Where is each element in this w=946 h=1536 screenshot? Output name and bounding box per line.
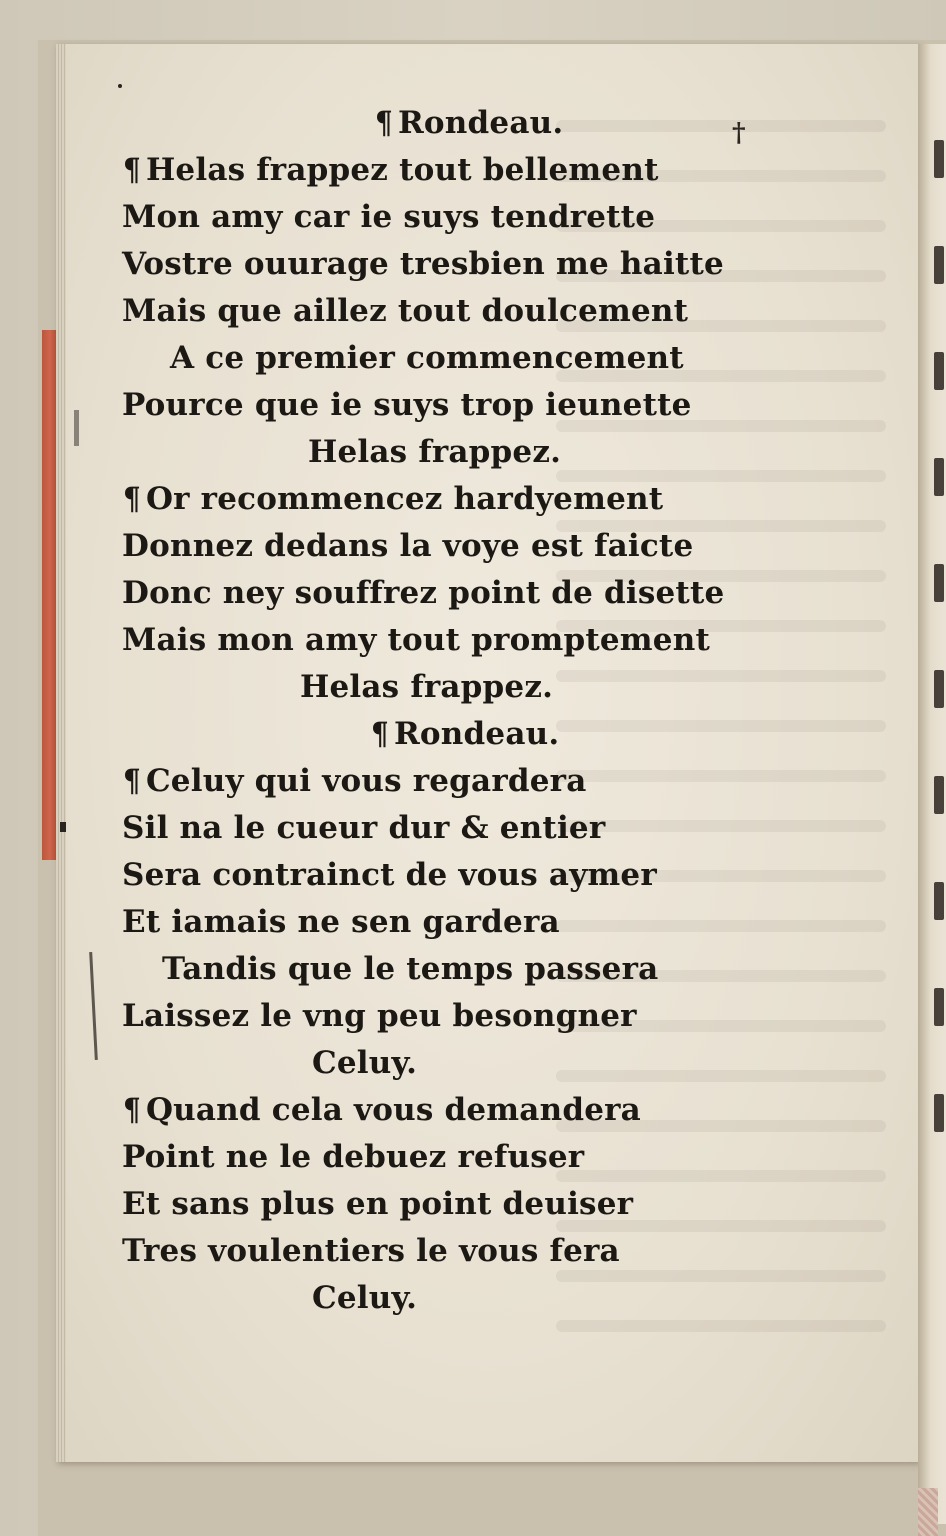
poem-line-text: Mon amy car ie suys tendrette xyxy=(122,199,656,235)
poem-line xyxy=(122,288,762,335)
pilcrow-icon: ¶ xyxy=(122,763,141,799)
poem-line xyxy=(122,382,762,429)
poem-line xyxy=(122,993,762,1040)
poem-line xyxy=(122,194,762,241)
poem-line xyxy=(122,805,762,852)
poem-line-text: Helas frappez tout bellement xyxy=(145,152,659,188)
poem-line-text: Helas frappez. xyxy=(308,434,562,470)
poem-line-text: Quand cela vous demandera xyxy=(145,1092,641,1128)
poem-line xyxy=(122,617,762,664)
poem-line-text: Point ne le debuez refuser xyxy=(122,1139,585,1175)
dagger-mark: † xyxy=(732,118,746,148)
poem-text-block xyxy=(122,100,762,1322)
poem-line-text: Helas frappez. xyxy=(300,669,554,705)
poem-line xyxy=(122,570,762,617)
poem-line-text: Mais que aillez tout doulcement xyxy=(122,293,689,329)
poem-line-text: Or recommencez hardyement xyxy=(145,481,664,517)
poem-line xyxy=(122,1228,762,1275)
poem-refrain xyxy=(122,664,762,711)
poem-line-text: Vostre ouurage tresbien me haitte xyxy=(122,246,724,282)
poem-line-text: Pource que ie suys trop ieunette xyxy=(122,387,692,423)
pilcrow-icon: ¶ xyxy=(122,481,141,517)
poem-line-text: A ce premier commencement xyxy=(170,340,684,376)
poem-refrain xyxy=(122,1275,762,1322)
poem-line xyxy=(122,946,762,993)
poem-line xyxy=(122,335,762,382)
poem-line xyxy=(122,241,762,288)
poem-line xyxy=(122,147,762,194)
poem-line-text: Et sans plus en point deuiser xyxy=(122,1186,634,1222)
poem-heading xyxy=(122,100,762,147)
poem-line-text: Celuy. xyxy=(312,1280,418,1316)
poem-line xyxy=(122,758,762,805)
poem-line xyxy=(122,1181,762,1228)
pilcrow-icon: ¶ xyxy=(122,1092,141,1128)
facing-page-text-edge xyxy=(934,140,946,1140)
poem-refrain xyxy=(122,429,762,476)
poem-line-text: Laissez le vng peu besongner xyxy=(122,998,637,1034)
poem-line-text: Et iamais ne sen gardera xyxy=(122,904,560,940)
poem-line-text: Celuy. xyxy=(312,1045,418,1081)
poem-line-text: Donc ney souffrez point de disette xyxy=(122,575,725,611)
poem-line-text: Mais mon amy tout promptement xyxy=(122,622,710,658)
poem-line-text: Sera contrainct de vous aymer xyxy=(122,857,657,893)
poem-line xyxy=(122,899,762,946)
ink-dot xyxy=(118,84,122,88)
pilcrow-icon: ¶ xyxy=(374,105,393,141)
poem-line-text: Sil na le cueur dur & entier xyxy=(122,810,606,846)
poem-heading xyxy=(122,711,762,758)
poem-line-text: Rondeau. xyxy=(393,716,560,752)
page-stack-edge xyxy=(56,44,66,1462)
poem-line xyxy=(122,1134,762,1181)
poem-line xyxy=(122,476,762,523)
binding-tab xyxy=(918,1488,938,1536)
poem-line-text: Rondeau. xyxy=(397,105,564,141)
pilcrow-icon: ¶ xyxy=(122,152,141,188)
margin-tick xyxy=(60,822,66,832)
poem-line xyxy=(122,1087,762,1134)
pilcrow-icon: ¶ xyxy=(370,716,389,752)
poem-line xyxy=(122,852,762,899)
poem-line-text: Donnez dedans la voye est faicte xyxy=(122,528,694,564)
poem-line-text: Tandis que le temps passera xyxy=(162,951,659,987)
margin-smudge xyxy=(74,410,79,446)
poem-line xyxy=(122,523,762,570)
poem-line-text: Tres voulentiers le vous fera xyxy=(122,1233,620,1269)
poem-refrain xyxy=(122,1040,762,1087)
poem-line-text: Celuy qui vous regardera xyxy=(145,763,587,799)
